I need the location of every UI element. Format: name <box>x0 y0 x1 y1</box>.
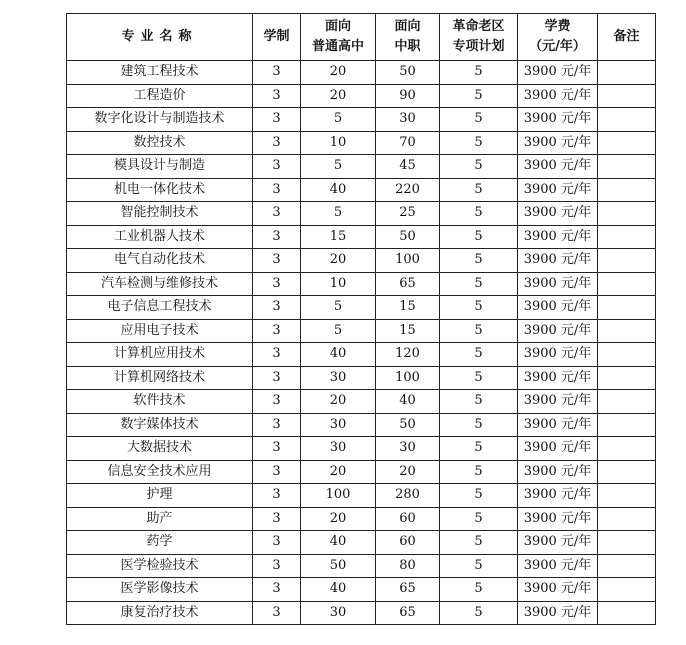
cell-vocational: 100 <box>376 249 440 273</box>
cell-tuition: 3900 元/年 <box>518 131 598 155</box>
cell-tuition: 3900 元/年 <box>518 155 598 179</box>
cell-remarks <box>598 601 656 625</box>
cell-years: 3 <box>253 178 301 202</box>
cell-tuition: 3900 元/年 <box>518 84 598 108</box>
cell-major-name: 电子信息工程技术 <box>67 296 253 320</box>
header-revolution-area <box>440 14 518 61</box>
cell-tuition: 3900 元/年 <box>518 531 598 555</box>
header-revolution-area-line2: 专项计划 <box>452 39 505 54</box>
header-major-name <box>67 14 253 61</box>
cell-years: 3 <box>253 531 301 555</box>
cell-general-highschool: 40 <box>301 578 376 602</box>
table-row <box>67 437 656 461</box>
cell-years: 3 <box>253 296 301 320</box>
cell-general-highschool: 30 <box>301 437 376 461</box>
cell-years: 3 <box>253 601 301 625</box>
cell-major-name: 工业机器人技术 <box>67 225 253 249</box>
cell-major-name: 汽车检测与维修技术 <box>67 272 253 296</box>
cell-major-name: 软件技术 <box>67 390 253 414</box>
cell-years: 3 <box>253 155 301 179</box>
cell-major-name: 计算机网络技术 <box>67 366 253 390</box>
header-years <box>253 14 301 61</box>
cell-remarks <box>598 366 656 390</box>
cell-revolution-area: 5 <box>440 343 518 367</box>
cell-revolution-area: 5 <box>440 319 518 343</box>
cell-tuition: 3900 元/年 <box>518 366 598 390</box>
cell-tuition: 3900 元/年 <box>518 578 598 602</box>
header-vocational <box>376 14 440 61</box>
table-row <box>67 61 656 85</box>
cell-tuition: 3900 元/年 <box>518 507 598 531</box>
cell-major-name: 护理 <box>67 484 253 508</box>
header-tuition <box>518 14 598 61</box>
cell-remarks <box>598 108 656 132</box>
cell-vocational: 65 <box>376 578 440 602</box>
header-general-highschool-line1: 面向 <box>324 19 351 34</box>
cell-major-name: 应用电子技术 <box>67 319 253 343</box>
cell-years: 3 <box>253 437 301 461</box>
cell-general-highschool: 5 <box>301 296 376 320</box>
cell-tuition: 3900 元/年 <box>518 178 598 202</box>
cell-revolution-area: 5 <box>440 554 518 578</box>
cell-major-name: 建筑工程技术 <box>67 61 253 85</box>
cell-remarks <box>598 578 656 602</box>
cell-vocational: 15 <box>376 296 440 320</box>
cell-years: 3 <box>253 249 301 273</box>
table-row <box>67 272 656 296</box>
table-row <box>67 155 656 179</box>
header-remarks-text: 备注 <box>613 29 640 44</box>
cell-years: 3 <box>253 343 301 367</box>
cell-vocational: 50 <box>376 413 440 437</box>
table-row <box>67 390 656 414</box>
cell-remarks <box>598 554 656 578</box>
table-row <box>67 343 656 367</box>
table-row <box>67 225 656 249</box>
table-row <box>67 366 656 390</box>
cell-remarks <box>598 531 656 555</box>
cell-vocational: 20 <box>376 460 440 484</box>
cell-tuition: 3900 元/年 <box>518 484 598 508</box>
cell-tuition: 3900 元/年 <box>518 225 598 249</box>
cell-general-highschool: 10 <box>301 131 376 155</box>
cell-general-highschool: 20 <box>301 390 376 414</box>
cell-general-highschool: 5 <box>301 108 376 132</box>
cell-remarks <box>598 249 656 273</box>
enrollment-plan-table <box>66 13 656 625</box>
cell-revolution-area: 5 <box>440 84 518 108</box>
cell-revolution-area: 5 <box>440 366 518 390</box>
table-row <box>67 319 656 343</box>
cell-years: 3 <box>253 413 301 437</box>
header-years-text: 学制 <box>263 29 290 44</box>
cell-general-highschool: 10 <box>301 272 376 296</box>
cell-tuition: 3900 元/年 <box>518 460 598 484</box>
cell-general-highschool: 20 <box>301 460 376 484</box>
cell-tuition: 3900 元/年 <box>518 108 598 132</box>
cell-remarks <box>598 84 656 108</box>
table-row <box>67 484 656 508</box>
cell-major-name: 数控技术 <box>67 131 253 155</box>
cell-tuition: 3900 元/年 <box>518 296 598 320</box>
table-row <box>67 296 656 320</box>
cell-years: 3 <box>253 61 301 85</box>
cell-vocational: 90 <box>376 84 440 108</box>
cell-major-name: 智能控制技术 <box>67 202 253 226</box>
cell-revolution-area: 5 <box>440 108 518 132</box>
cell-revolution-area: 5 <box>440 578 518 602</box>
cell-major-name: 医学检验技术 <box>67 554 253 578</box>
cell-years: 3 <box>253 390 301 414</box>
cell-vocational: 60 <box>376 507 440 531</box>
cell-vocational: 280 <box>376 484 440 508</box>
cell-remarks <box>598 225 656 249</box>
cell-tuition: 3900 元/年 <box>518 319 598 343</box>
cell-vocational: 25 <box>376 202 440 226</box>
table-row <box>67 249 656 273</box>
table-row <box>67 507 656 531</box>
cell-general-highschool: 30 <box>301 601 376 625</box>
header-remarks <box>598 14 656 61</box>
cell-years: 3 <box>253 131 301 155</box>
cell-remarks <box>598 202 656 226</box>
cell-remarks <box>598 484 656 508</box>
cell-years: 3 <box>253 484 301 508</box>
header-vocational-line1: 面向 <box>394 19 421 34</box>
cell-vocational: 50 <box>376 61 440 85</box>
cell-general-highschool: 40 <box>301 178 376 202</box>
cell-major-name: 信息安全技术应用 <box>67 460 253 484</box>
cell-revolution-area: 5 <box>440 390 518 414</box>
cell-years: 3 <box>253 319 301 343</box>
cell-general-highschool: 20 <box>301 84 376 108</box>
header-major-name-text: 专业名称 <box>121 29 198 44</box>
cell-revolution-area: 5 <box>440 413 518 437</box>
cell-vocational: 50 <box>376 225 440 249</box>
cell-years: 3 <box>253 578 301 602</box>
cell-years: 3 <box>253 507 301 531</box>
cell-remarks <box>598 343 656 367</box>
cell-tuition: 3900 元/年 <box>518 437 598 461</box>
table-row <box>67 554 656 578</box>
cell-general-highschool: 20 <box>301 61 376 85</box>
cell-tuition: 3900 元/年 <box>518 61 598 85</box>
cell-remarks <box>598 178 656 202</box>
cell-major-name: 药学 <box>67 531 253 555</box>
cell-major-name: 工程造价 <box>67 84 253 108</box>
cell-remarks <box>598 61 656 85</box>
cell-major-name: 计算机应用技术 <box>67 343 253 367</box>
header-general-highschool-line2: 普通高中 <box>311 39 364 54</box>
cell-tuition: 3900 元/年 <box>518 343 598 367</box>
cell-vocational: 15 <box>376 319 440 343</box>
table-body <box>67 61 656 625</box>
table-row <box>67 413 656 437</box>
header-revolution-area-line1: 革命老区 <box>452 19 505 34</box>
cell-vocational: 60 <box>376 531 440 555</box>
cell-vocational: 30 <box>376 437 440 461</box>
cell-years: 3 <box>253 554 301 578</box>
cell-revolution-area: 5 <box>440 225 518 249</box>
table-header <box>67 14 656 61</box>
cell-years: 3 <box>253 366 301 390</box>
cell-general-highschool: 20 <box>301 507 376 531</box>
cell-vocational: 45 <box>376 155 440 179</box>
cell-revolution-area: 5 <box>440 202 518 226</box>
cell-major-name: 数字化设计与制造技术 <box>67 108 253 132</box>
cell-general-highschool: 50 <box>301 554 376 578</box>
table-row <box>67 84 656 108</box>
table-row <box>67 108 656 132</box>
cell-remarks <box>598 319 656 343</box>
cell-vocational: 70 <box>376 131 440 155</box>
cell-revolution-area: 5 <box>440 460 518 484</box>
cell-years: 3 <box>253 272 301 296</box>
cell-general-highschool: 40 <box>301 343 376 367</box>
cell-vocational: 40 <box>376 390 440 414</box>
cell-general-highschool: 30 <box>301 413 376 437</box>
cell-tuition: 3900 元/年 <box>518 249 598 273</box>
cell-revolution-area: 5 <box>440 131 518 155</box>
table-row <box>67 531 656 555</box>
cell-vocational: 30 <box>376 108 440 132</box>
cell-major-name: 助产 <box>67 507 253 531</box>
table-row <box>67 601 656 625</box>
cell-general-highschool: 5 <box>301 202 376 226</box>
cell-vocational: 220 <box>376 178 440 202</box>
table-row <box>67 578 656 602</box>
cell-general-highschool: 5 <box>301 155 376 179</box>
header-general-highschool <box>301 14 376 61</box>
cell-vocational: 65 <box>376 272 440 296</box>
cell-tuition: 3900 元/年 <box>518 601 598 625</box>
cell-tuition: 3900 元/年 <box>518 390 598 414</box>
cell-major-name: 机电一体化技术 <box>67 178 253 202</box>
cell-major-name: 电气自动化技术 <box>67 249 253 273</box>
table-row <box>67 460 656 484</box>
cell-remarks <box>598 131 656 155</box>
cell-remarks <box>598 272 656 296</box>
header-tuition-line2: （元/年） <box>529 39 586 54</box>
cell-tuition: 3900 元/年 <box>518 272 598 296</box>
cell-remarks <box>598 155 656 179</box>
cell-general-highschool: 30 <box>301 366 376 390</box>
cell-remarks <box>598 460 656 484</box>
header-tuition-line1: 学费 <box>544 19 571 34</box>
cell-remarks <box>598 437 656 461</box>
cell-major-name: 大数据技术 <box>67 437 253 461</box>
table-row <box>67 202 656 226</box>
cell-years: 3 <box>253 108 301 132</box>
cell-tuition: 3900 元/年 <box>518 413 598 437</box>
cell-general-highschool: 40 <box>301 531 376 555</box>
cell-revolution-area: 5 <box>440 531 518 555</box>
cell-tuition: 3900 元/年 <box>518 554 598 578</box>
cell-general-highschool: 5 <box>301 319 376 343</box>
cell-revolution-area: 5 <box>440 249 518 273</box>
cell-remarks <box>598 413 656 437</box>
cell-vocational: 65 <box>376 601 440 625</box>
cell-revolution-area: 5 <box>440 484 518 508</box>
cell-remarks <box>598 507 656 531</box>
cell-tuition: 3900 元/年 <box>518 202 598 226</box>
cell-revolution-area: 5 <box>440 507 518 531</box>
table-row <box>67 131 656 155</box>
cell-general-highschool: 100 <box>301 484 376 508</box>
cell-general-highschool: 15 <box>301 225 376 249</box>
cell-revolution-area: 5 <box>440 296 518 320</box>
cell-revolution-area: 5 <box>440 178 518 202</box>
cell-years: 3 <box>253 202 301 226</box>
cell-general-highschool: 20 <box>301 249 376 273</box>
cell-major-name: 数字媒体技术 <box>67 413 253 437</box>
cell-revolution-area: 5 <box>440 155 518 179</box>
cell-vocational: 100 <box>376 366 440 390</box>
table-row <box>67 178 656 202</box>
cell-major-name: 模具设计与制造 <box>67 155 253 179</box>
cell-major-name: 康复治疗技术 <box>67 601 253 625</box>
cell-remarks <box>598 390 656 414</box>
cell-years: 3 <box>253 225 301 249</box>
cell-major-name: 医学影像技术 <box>67 578 253 602</box>
header-vocational-line2: 中职 <box>394 39 421 54</box>
cell-remarks <box>598 296 656 320</box>
cell-revolution-area: 5 <box>440 437 518 461</box>
cell-vocational: 120 <box>376 343 440 367</box>
cell-revolution-area: 5 <box>440 272 518 296</box>
cell-vocational: 80 <box>376 554 440 578</box>
header-row <box>67 14 656 61</box>
cell-years: 3 <box>253 460 301 484</box>
cell-revolution-area: 5 <box>440 61 518 85</box>
cell-revolution-area: 5 <box>440 601 518 625</box>
cell-years: 3 <box>253 84 301 108</box>
